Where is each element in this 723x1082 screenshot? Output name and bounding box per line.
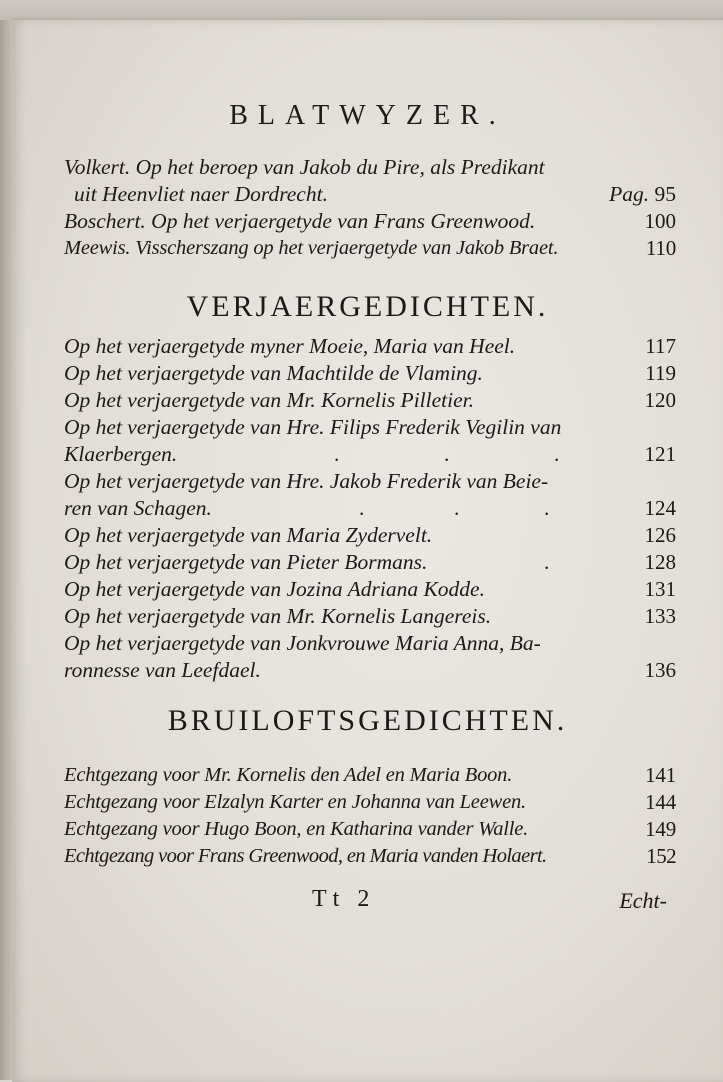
entry-text: ren van Schagen. [64, 496, 212, 520]
toc-entry [64, 208, 676, 235]
toc-entry [64, 816, 676, 843]
toc-entry [64, 495, 676, 522]
toc-entry [64, 360, 676, 387]
leader-dot: . [554, 442, 560, 466]
page-number: 100 [644, 209, 676, 233]
toc-entry [64, 387, 676, 414]
page-footer [12, 886, 723, 916]
entry-text: Op het verjaergetyde van Maria Zydervelt. [64, 523, 433, 547]
section-title-verjaergedichten: VERJAERGEDICHTEN. [186, 290, 549, 323]
entry-text: Klaerbergen. [64, 442, 178, 466]
catchword: Echt- [619, 888, 667, 913]
page-number: 149 [645, 817, 676, 841]
entry-text: Op het verjaergetyde van Jozina Adriana Kodde. [64, 577, 485, 601]
toc-entry [64, 181, 676, 208]
page-number: 131 [644, 577, 676, 601]
toc-entry [64, 843, 676, 870]
leader-dot: . [444, 442, 450, 466]
toc-entry [64, 603, 676, 630]
toc-entry [64, 576, 676, 603]
page-number: 119 [645, 361, 676, 385]
leader-dot: . [359, 496, 365, 520]
entry-text: Op het verjaergetyde van Hre. Filips Frederik Vegilin van [64, 415, 562, 439]
book-page [12, 18, 723, 1082]
leader-dot: . [334, 442, 340, 466]
entry-text: ronnesse van Leefdael. [64, 658, 261, 682]
page-number: 126 [644, 523, 676, 547]
page-number: 141 [645, 763, 676, 787]
page-number: 110 [645, 236, 676, 260]
page-header: BLATWYZER. [229, 100, 506, 131]
leader-dot: . [544, 550, 550, 574]
entry-text: uit Heenvliet naer Dordrecht. [74, 182, 328, 206]
toc-entry [64, 549, 676, 576]
entry-text: Boschert. Op het verjaergetyde van Frans Greenwood. [64, 209, 536, 233]
section-title-bruiloftsgedichten: BRUILOFTSGEDICHTEN. [167, 704, 568, 737]
entry-text: Echtgezang voor Frans Greenwood, en Maria vanden Holaert. [64, 845, 547, 867]
page-number: 128 [644, 550, 676, 574]
toc-entry [64, 522, 676, 549]
toc-entry [64, 235, 676, 262]
entry-text: Op het verjaergetyde myner Moeie, Maria van Heel. [64, 334, 516, 358]
entry-text: Echtgezang voor Elzalyn Karter en Johanna van Leewen. [64, 791, 526, 813]
verjaer-entry-list [64, 333, 676, 684]
toc-entry [64, 762, 676, 789]
entry-text: Op het verjaergetyde van Jonkvrouwe Maria Anna, Ba- [64, 631, 541, 655]
leader-dot: . [544, 496, 550, 520]
page-number: 136 [644, 658, 676, 682]
entry-text: Meewis. Visscherszang op het verjaergetyde van Jakob Braet. [64, 237, 559, 259]
page-number: 117 [645, 334, 676, 358]
toc-entry [64, 414, 676, 441]
toc-entry [64, 468, 676, 495]
page-number: 152 [646, 844, 676, 868]
page-number: 121 [644, 442, 676, 466]
page-number: 133 [644, 604, 676, 628]
page-reference [609, 181, 676, 208]
signature-mark: Tt 2 [312, 886, 376, 912]
toc-entry [64, 789, 676, 816]
toc-entry [64, 441, 676, 468]
leader-dot: . [454, 496, 460, 520]
entry-text: Op het verjaergetyde van Machtilde de Vlaming. [64, 361, 483, 385]
toc-entry [64, 657, 676, 684]
page-number: 144 [645, 790, 676, 814]
toc-entry [64, 630, 676, 657]
entry-text: Op het verjaergetyde van Pieter Bormans. [64, 550, 428, 574]
page-number: 124 [644, 496, 676, 520]
entry-text: Op het verjaergetyde van Mr. Kornelis Pilletier. [64, 388, 475, 412]
page-label: Pag. [609, 182, 650, 206]
entry-text: Op het verjaergetyde van Mr. Kornelis Langereis. [64, 604, 492, 628]
entry-text: Echtgezang voor Hugo Boon, en Katharina vander Walle. [64, 818, 529, 840]
entry-text: Volkert. Op het beroep van Jakob du Pire, als Predikant [64, 155, 545, 179]
page-number: 95 [654, 182, 676, 206]
toc-entry [64, 333, 676, 360]
page-number: 120 [644, 388, 676, 412]
entry-text: Op het verjaergetyde van Hre. Jakob Frederik van Beie- [64, 469, 549, 493]
toc-entry [64, 154, 676, 181]
bruiloft-entry-list [64, 762, 676, 870]
intro-entry-list [64, 154, 676, 262]
entry-text: Echtgezang voor Mr. Kornelis den Adel en Maria Boon. [64, 764, 513, 786]
